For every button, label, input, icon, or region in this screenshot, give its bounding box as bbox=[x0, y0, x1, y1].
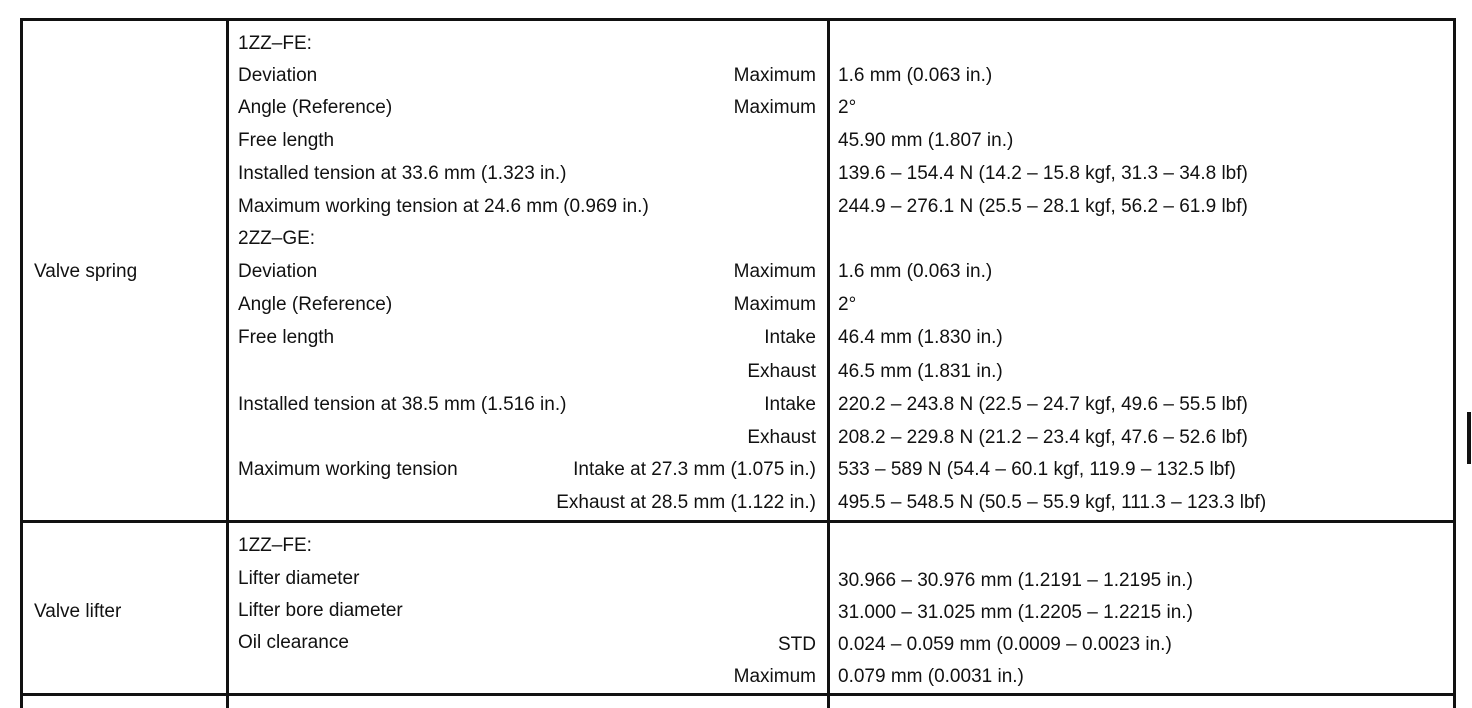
row-label: Deviation bbox=[238, 261, 318, 282]
row-qualifier: Maximum bbox=[733, 65, 816, 86]
row-value: 46.5 mm (1.831 in.) bbox=[838, 361, 1003, 382]
row-label: Free length bbox=[238, 130, 335, 151]
table-right-border bbox=[1453, 18, 1456, 708]
row-value: 31.000 – 31.025 mm (1.2205 – 1.2215 in.) bbox=[838, 602, 1193, 623]
row-label: Angle (Reference) bbox=[238, 294, 393, 315]
row-value: 2° bbox=[838, 294, 857, 315]
row-value: 45.90 mm (1.807 in.) bbox=[838, 130, 1014, 151]
row-qualifier: Maximum bbox=[733, 666, 816, 687]
row-qualifier: Maximum bbox=[733, 97, 816, 118]
row-label: Oil clearance bbox=[238, 632, 349, 653]
row-value: 139.6 – 154.4 N (14.2 – 15.8 kgf, 31.3 – 34.8 lbf) bbox=[838, 163, 1248, 184]
row-value: 0.024 – 0.059 mm (0.0009 – 0.0023 in.) bbox=[838, 634, 1172, 655]
row-label: 1ZZ–FE: bbox=[238, 535, 312, 556]
row-qualifier: STD bbox=[778, 634, 816, 655]
row-label: Maximum working tension at 24.6 mm (0.969 in.) bbox=[238, 196, 649, 217]
page-edge-mark bbox=[1467, 412, 1471, 464]
row-value: 2° bbox=[838, 97, 857, 118]
row-label: Angle (Reference) bbox=[238, 97, 393, 118]
row-label: Lifter diameter bbox=[238, 568, 360, 589]
row-qualifier: Intake at 27.3 mm (1.075 in.) bbox=[573, 459, 816, 480]
value-column-divider bbox=[827, 18, 830, 708]
row-label: Deviation bbox=[238, 65, 318, 86]
row-value: 1.6 mm (0.063 in.) bbox=[838, 65, 993, 86]
row-qualifier: Intake bbox=[764, 327, 816, 348]
row-qualifier: Exhaust bbox=[747, 427, 816, 448]
section-divider bbox=[20, 520, 1456, 523]
table-left-border bbox=[20, 18, 23, 708]
row-label: Free length bbox=[238, 327, 335, 348]
row-value: 208.2 – 229.8 N (21.2 – 23.4 kgf, 47.6 – 52.6 lbf) bbox=[838, 427, 1248, 448]
table-top-border bbox=[20, 18, 1456, 21]
row-qualifier: Intake bbox=[764, 394, 816, 415]
row-value: 495.5 – 548.5 N (50.5 – 55.9 kgf, 111.3 – 123.3 lbf) bbox=[838, 492, 1267, 513]
row-qualifier: Exhaust at 28.5 mm (1.122 in.) bbox=[556, 492, 816, 513]
row-value: 533 – 589 N (54.4 – 60.1 kgf, 119.9 – 132.5 lbf) bbox=[838, 459, 1236, 480]
row-value: 30.966 – 30.976 mm (1.2191 – 1.2195 in.) bbox=[838, 570, 1193, 591]
row-label: Installed tension at 38.5 mm (1.516 in.) bbox=[238, 394, 567, 415]
row-label: 1ZZ–FE: bbox=[238, 33, 312, 54]
row-label: Maximum working tension bbox=[238, 459, 458, 480]
label-column-divider bbox=[226, 18, 229, 708]
row-value: 46.4 mm (1.830 in.) bbox=[838, 327, 1003, 348]
section-name-valve-lifter: Valve lifter bbox=[34, 601, 122, 622]
row-qualifier: Exhaust bbox=[747, 361, 816, 382]
row-value: 0.079 mm (0.0031 in.) bbox=[838, 666, 1024, 687]
row-value: 244.9 – 276.1 N (25.5 – 28.1 kgf, 56.2 – 61.9 lbf) bbox=[838, 196, 1248, 217]
row-label: 2ZZ–GE: bbox=[238, 228, 316, 249]
section-divider-bottom bbox=[20, 693, 1456, 696]
row-qualifier: Maximum bbox=[733, 294, 816, 315]
row-label: Lifter bore diameter bbox=[238, 600, 403, 621]
row-qualifier: Maximum bbox=[733, 261, 816, 282]
row-value: 1.6 mm (0.063 in.) bbox=[838, 261, 993, 282]
row-value: 220.2 – 243.8 N (22.5 – 24.7 kgf, 49.6 – 55.5 lbf) bbox=[838, 394, 1248, 415]
section-name-valve-spring: Valve spring bbox=[34, 261, 138, 282]
row-label: Installed tension at 33.6 mm (1.323 in.) bbox=[238, 163, 567, 184]
